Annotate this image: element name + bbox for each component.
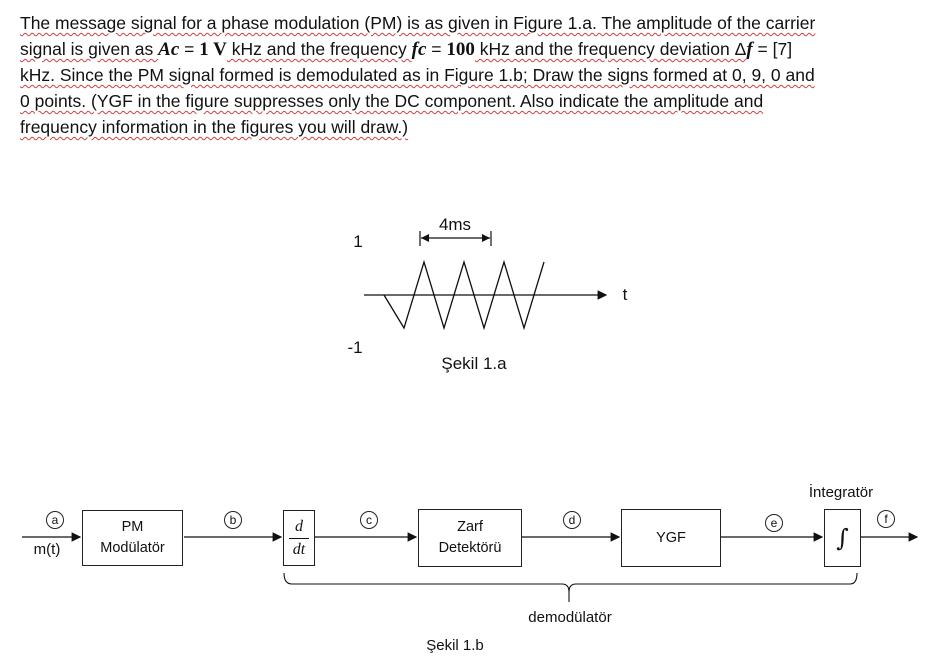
envelope-detector-label-line1: Zarf: [457, 519, 483, 535]
demodulator-label: demodülatör: [528, 609, 612, 626]
problem-line-1-text: The message signal for a phase modulation (PM) is as given in Figure 1.a. The amplitude of the carrier: [20, 13, 816, 33]
point-c-marker: c: [360, 511, 378, 529]
envelope-detector-label: [439, 517, 502, 559]
carrier-frequency-symbol: fc: [411, 39, 427, 60]
y-min-label: -1: [347, 338, 363, 357]
problem-line-2-text-d: =: [426, 39, 447, 59]
pm-modulator-label: [100, 517, 164, 559]
problem-line-2-text-e: kHz and the frequency deviation Δ: [474, 39, 747, 59]
differentiator-denominator: dt: [292, 540, 306, 558]
differentiator-fraction-bar: [289, 538, 309, 539]
carrier-amplitude-symbol: Ac: [158, 39, 180, 60]
point-e-marker: e: [765, 514, 783, 532]
problem-line-2-text-c: kHz and the frequency: [226, 39, 412, 59]
input-signal-label: m(t): [33, 541, 61, 558]
period-arrow-left-icon: [421, 234, 429, 242]
integrator-title: İntegratör: [808, 484, 874, 501]
differentiator-block: [283, 510, 315, 566]
envelope-detector-label-line2: Detektörü: [438, 540, 502, 556]
carrier-frequency-value: 100: [446, 39, 475, 60]
problem-line-2-text-b: =: [179, 39, 200, 59]
figure-1b-caption: Şekil 1.b: [426, 637, 484, 654]
carrier-amplitude-value: 1 V: [199, 39, 227, 60]
problem-line-5-text: frequency information in the figures you will draw.): [20, 117, 409, 137]
integrator-block: [824, 509, 861, 567]
deviation-symbol: f: [746, 39, 753, 60]
envelope-detector-block: [418, 509, 522, 567]
pm-modulator-block: [82, 510, 183, 566]
figure-1a-caption: Şekil 1.a: [441, 354, 507, 373]
point-d-marker: d: [563, 511, 581, 529]
period-label: 4ms: [438, 215, 472, 234]
figure-1a: [347, 215, 627, 373]
y-max-label: 1: [353, 232, 363, 251]
pm-modulator-label-line2: Modülatör: [100, 540, 165, 556]
demodulator-bracket: [284, 573, 857, 592]
period-arrow-right-icon: [482, 234, 490, 242]
point-b-marker: b: [224, 511, 242, 529]
t-axis-label: t: [622, 285, 628, 304]
high-pass-filter-label: YGF: [656, 529, 686, 546]
problem-line-2-text-a: signal is given as: [20, 39, 159, 59]
differentiator-numerator: d: [295, 517, 303, 535]
high-pass-filter-block: [621, 509, 721, 567]
point-f-marker: f: [877, 510, 895, 528]
point-a-marker: a: [46, 511, 64, 529]
problem-line-3-text: kHz. Since the PM signal formed is demodulated as in Figure 1.b; Draw the signs formed at 0, 9, 0 and: [20, 65, 815, 85]
pm-modulator-label-line1: PM: [121, 519, 144, 535]
problem-line-4-text: 0 points. (YGF in the figure suppresses only the DC component. Also indicate the amplitude and: [20, 91, 764, 111]
problem-line-2-text-f: = [7]: [752, 39, 793, 59]
integral-icon: ∫: [836, 523, 849, 552]
